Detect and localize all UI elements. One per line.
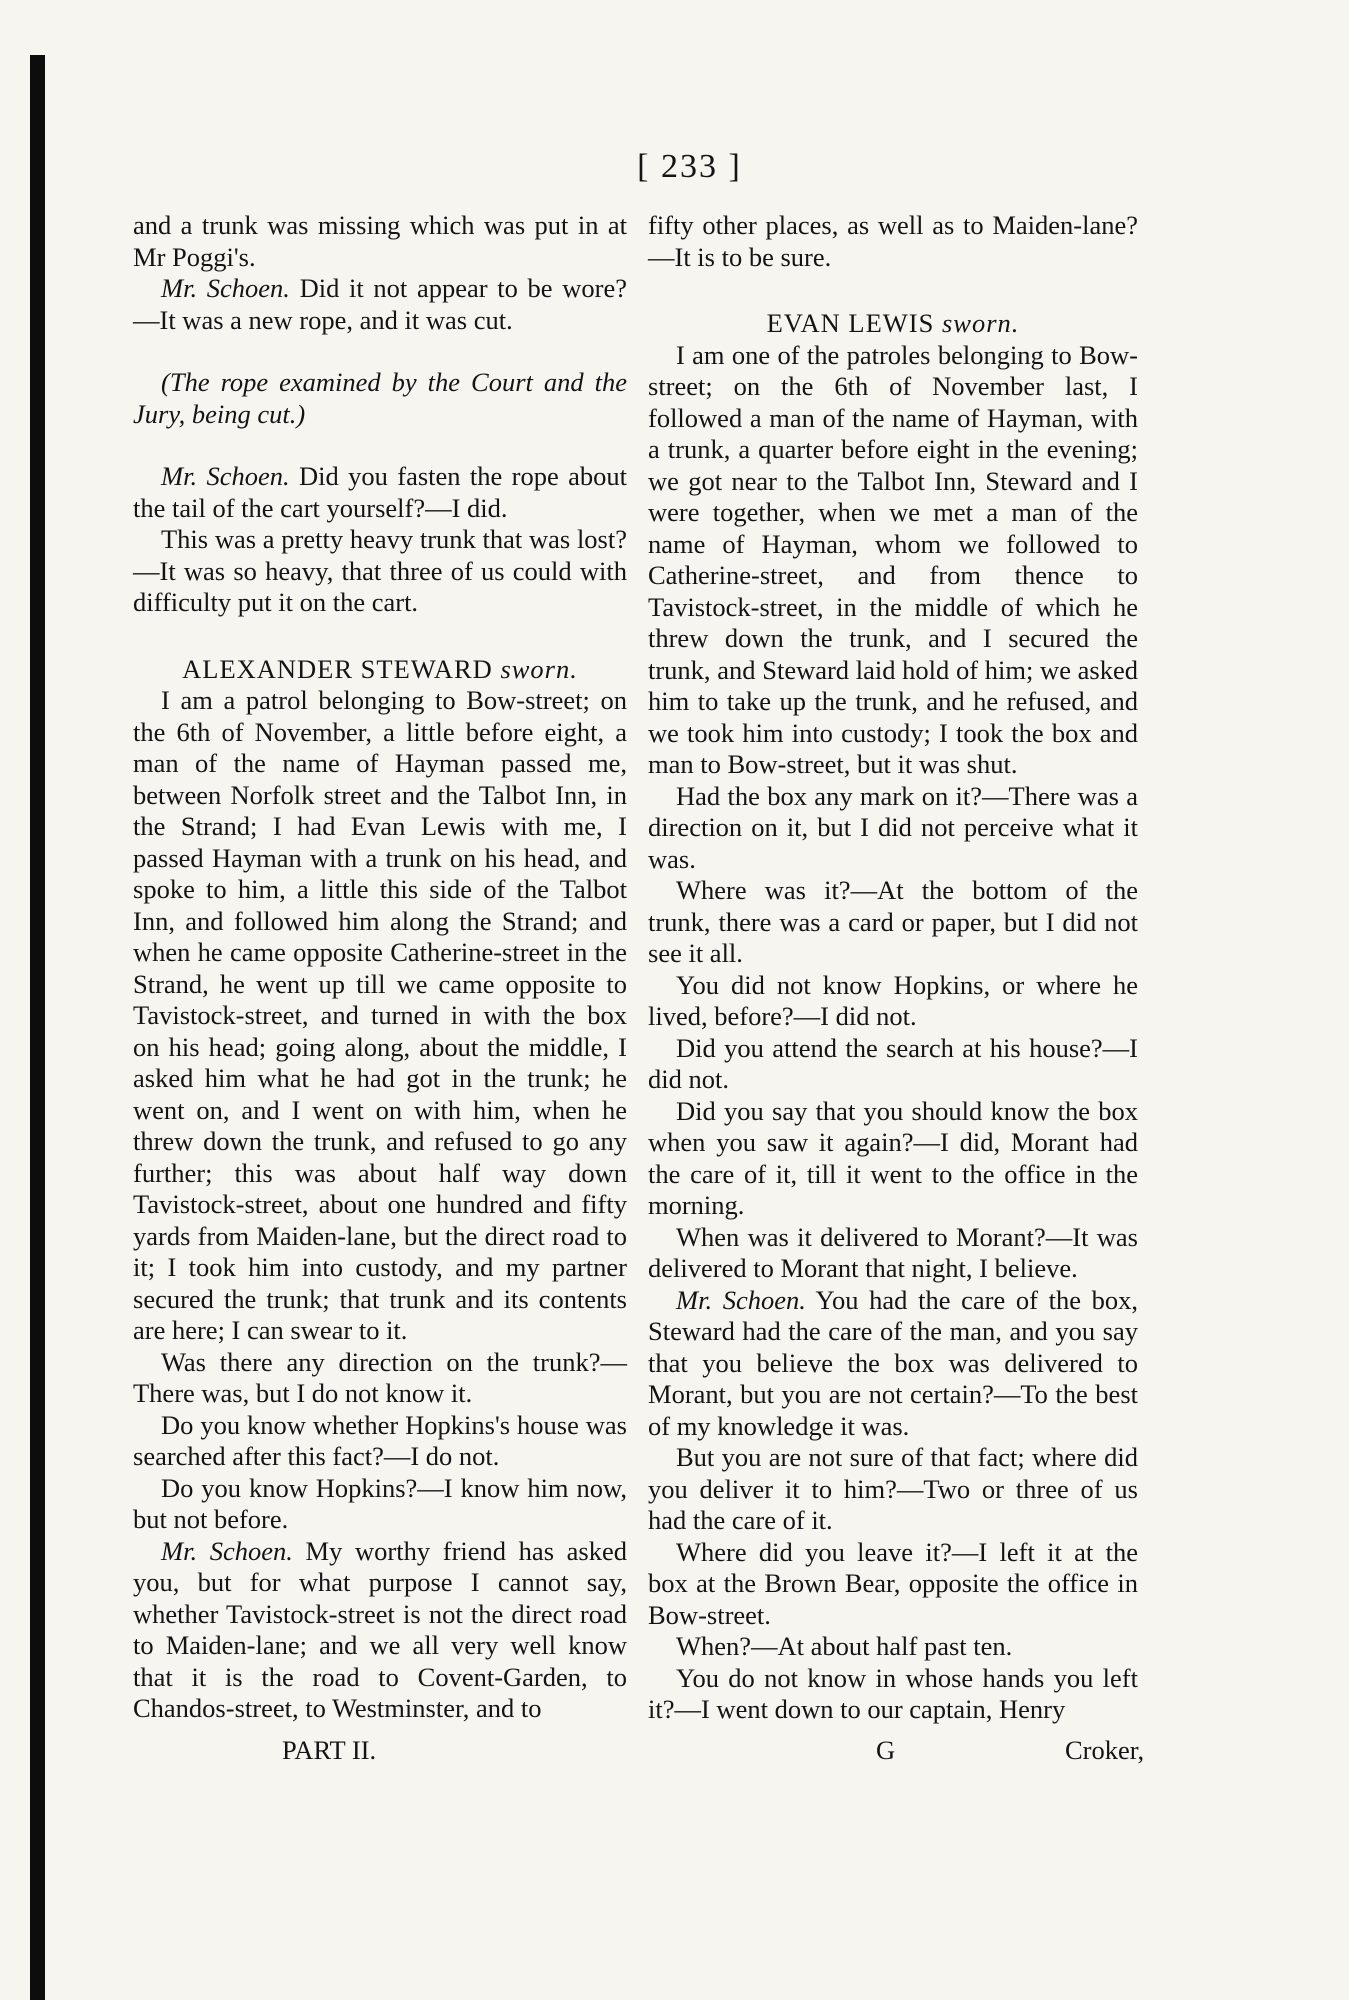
paragraph: Do you know whether Hopkins's house was searched after this fact?—I do not. [133, 1409, 627, 1471]
speaker-label: Mr. Schoen. [161, 461, 290, 491]
paragraph: When?—At about half past ten. [676, 1631, 1013, 1661]
paragraph: fifty other places, as well as to Maiden-lane?—It is to be sure. [648, 210, 1138, 272]
speaker-label: Mr. Schoen. [161, 273, 290, 303]
paragraph: When was it delivered to Morant?—It was delivered to Morant that night, I believe. [648, 1221, 1138, 1283]
catchword: Croker, [1065, 1735, 1145, 1765]
speaker-label: Mr. Schoen. [676, 1284, 806, 1315]
paragraph: Was there any direction on the trunk?—There was, but I do not know it. [133, 1346, 627, 1408]
paragraph-text: You had the care of the box, Steward had the care of the man, and you say that you believe the box was delivered to Morant, but you are not certain?—To the best of my knowledge it was. [648, 1284, 1138, 1441]
part-marker: PART II. [282, 1735, 377, 1765]
paragraph: I am one of the patroles belonging to Bow-street; on the 6th of November last, I followed a man of the name of Hayman, with a trunk, a quarter before eight in the evening; we got near to the Talbot Inn, Steward and I were together, when we met a man of the name of Hayman, whom we followed to Catherine-street, and from thence to Tavistock-street, in the middle of which he threw down the trunk, and I secured the trunk, and Steward laid hold of him; we asked him to take up the trunk, and he refused, and we took him into custody; I took the box and man to Bow-street, but it was shut. [648, 339, 1138, 779]
witness-heading [648, 308, 1138, 340]
paragraph [648, 1285, 1138, 1443]
stage-direction: (The rope examined by the Court and the Jury, being cut.) [133, 367, 627, 429]
paragraph [133, 461, 627, 524]
page-number: [ 233 ] [637, 148, 742, 185]
paragraph: You do not know in whose hands you left it?—I went down to our captain, Henry [648, 1662, 1138, 1724]
paragraph-text: Did it not appear to be wore?—It was a new rope, and it was cut. [133, 273, 627, 335]
witness-sworn: sworn. [941, 308, 1020, 338]
paragraph: Where did you leave it?—I left it at the box at the Brown Bear, opposite the office in Bow-street. [648, 1536, 1138, 1630]
paragraph: Do you know Hopkins?—I know him now, but not before. [133, 1472, 627, 1534]
signature-mark: G [876, 1735, 896, 1765]
paragraph [133, 1536, 627, 1725]
paragraph-text: My worthy friend has asked you, but for what purpose I cannot say, whether Tavistock-street is not the direct road to Maiden-lane; and we all very well know that it is the road to Covent-Garden, to Chandos-street, to Westminster, and to [133, 1535, 627, 1723]
witness-name: EVAN LEWIS [766, 308, 935, 338]
paragraph-text: Did you fasten the rope about the tail of the cart yourself?—I did. [133, 461, 627, 523]
witness-sworn: sworn. [500, 653, 578, 684]
paragraph: Had the box any mark on it?—There was a direction on it, but I did not perceive what it was. [648, 780, 1138, 874]
paragraph: This was a pretty heavy trunk that was lost?—It was so heavy, that three of us could with difficulty put it on the cart. [133, 524, 627, 617]
speaker-label: Mr. Schoen. [161, 1535, 293, 1566]
paragraph: You did not know Hopkins, or where he lived, before?—I did not. [648, 969, 1138, 1031]
paragraph [133, 273, 627, 336]
right-column [648, 210, 1138, 1726]
paragraph: Where was it?—At the bottom of the trunk, there was a card or paper, but I did not see it all. [648, 875, 1138, 968]
paragraph: Did you say that you should know the box when you saw it again?—I did, Morant had the care of it, till it went to the office in the morning. [648, 1095, 1138, 1220]
paragraph: But you are not sure of that fact; where did you deliver it to him?—Two or three of us had the care of it. [648, 1442, 1138, 1535]
book-binding-edge [30, 55, 45, 2000]
paragraph: and a trunk was missing which was put in at Mr Poggi's. [133, 210, 627, 272]
witness-name: ALEXANDER STEWARD [182, 653, 493, 684]
paragraph: Did you attend the search at his house?—I did not. [648, 1032, 1138, 1094]
paragraph: I am a patrol belonging to Bow-street; on the 6th of November, a little before eight, a man of the name of Hayman passed me, between Norfolk street and the Talbot Inn, in the Strand; I had Evan Lewis with me, I passed Hayman with a trunk on his head, and spoke to him, a little this side of the Talbot Inn, and followed him along the Strand; and when he came opposite Catherine-street in the Strand, he went up till we came opposite to Tavistock-street, and turned in with the box on his head; going along, about the middle, I asked him what he had got in the trunk; he went on, and I went on with him, when he threw down the trunk, and refused to go any further; this was about half way down Tavistock-street, about one hundred and fifty yards from Maiden-lane, but the direct road to it; I took him into custody, and my partner secured the trunk; that trunk and its contents are here; I can swear to it. [133, 685, 627, 1345]
witness-heading [133, 654, 627, 686]
left-column [133, 210, 627, 1725]
